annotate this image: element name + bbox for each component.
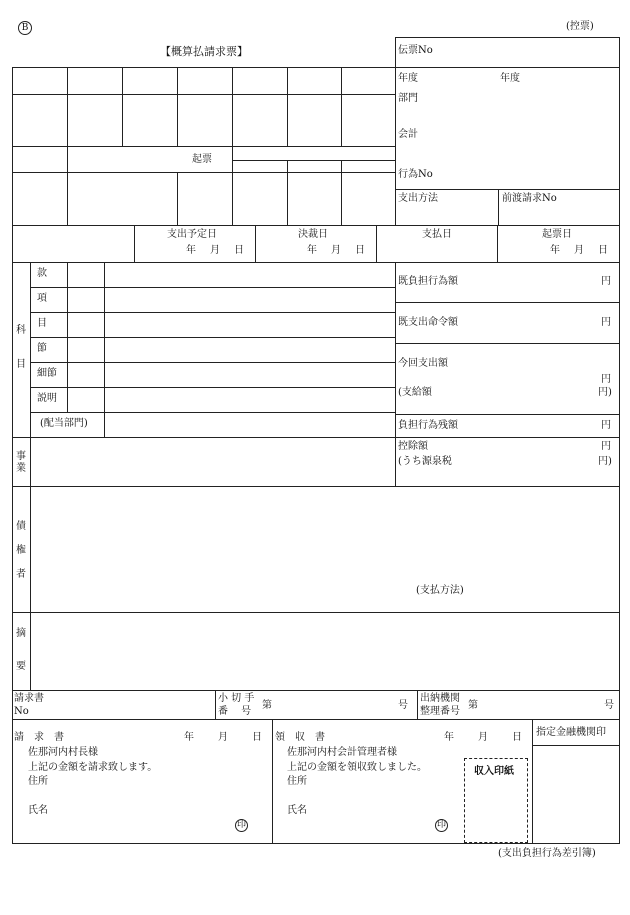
seikyu-body: 上記の金額を請求致します。 — [28, 762, 158, 773]
shishutsu-yotei-label: 支出予定日 — [167, 229, 217, 240]
kamoku-setsu: 節 — [37, 343, 47, 354]
nendo-label-2: 年度 — [500, 73, 520, 84]
seikyu-addressee: 佐那河内村長様 — [28, 747, 98, 758]
saikensha-char-2: 権 — [16, 545, 26, 556]
go-2: 号 — [604, 700, 614, 711]
go-1: 号 — [398, 700, 408, 711]
seikyusho-no: No — [14, 706, 29, 717]
kogitte-label-1: 小 切 手 — [218, 693, 255, 704]
koui-no-label: 行為No — [398, 169, 433, 180]
ryoshu-jusho: 住所 — [287, 776, 307, 787]
date-tsuki: 月 — [331, 245, 341, 256]
ryoshu-addressee: 佐那河内村会計管理者様 — [287, 747, 397, 758]
konkai-label: 今回支出額 — [398, 358, 448, 369]
kifutan-label: 既負担行為額 — [398, 276, 458, 287]
ryoshu-seal: 印 — [436, 820, 446, 830]
yen-5: 円 — [601, 420, 611, 431]
ryoshu-nen: 年 — [444, 732, 454, 743]
seikyu-title: 請 求 書 — [14, 732, 64, 743]
denpyo-no-label: 伝票No — [398, 45, 433, 56]
kamoku-moku: 目 — [37, 318, 47, 329]
date-hi: 日 — [234, 245, 244, 256]
shikyu-label: (支給額 — [398, 387, 432, 398]
jigyo-label: 事業 — [16, 451, 26, 474]
kamoku-saisetsu: 細節 — [37, 368, 57, 379]
yen-4: 円) — [598, 387, 612, 398]
yen-3: 円 — [601, 374, 611, 385]
date-tsuki: 月 — [574, 245, 584, 256]
stamp-label: 収入印紙 — [474, 766, 514, 777]
tekiyo-char-1: 摘 — [16, 628, 26, 639]
dai-1: 第 — [262, 700, 272, 711]
seikyu-shimei: 氏名 — [28, 805, 48, 816]
saikensha-char-1: 債 — [16, 521, 26, 532]
shiharai-houhou-label: 支出方法 — [398, 193, 438, 204]
tekiyo-char-2: 要 — [16, 661, 26, 672]
yen-6: 円 — [601, 441, 611, 452]
suito-label-2: 整理番号 — [420, 706, 460, 717]
zenwatashi-label: 前渡請求No — [502, 193, 557, 204]
seikyu-nen: 年 — [184, 732, 194, 743]
nendo-label-1: 年度 — [398, 73, 418, 84]
kamoku-setsumei: 説明 — [37, 393, 57, 404]
seikyu-jusho: 住所 — [28, 776, 48, 787]
kojo-label: 控除額 — [398, 441, 428, 452]
ryoshu-title: 領 収 書 — [275, 732, 325, 743]
kishishutsu-label: 既支出命令額 — [398, 317, 458, 328]
haito-bumon-label: (配当部門) — [40, 418, 88, 429]
yen-2: 円 — [601, 317, 611, 328]
seikyusho-label: 請求書 — [14, 693, 44, 704]
shiharai-method-label: (支払方法) — [416, 585, 464, 596]
seikyu-tsuki: 月 — [218, 732, 228, 743]
copy-label: (控票) — [566, 21, 594, 32]
ryoshu-body: 上記の金額を領収致しました。 — [287, 762, 427, 773]
seikyu-seal: 印 — [236, 820, 246, 830]
zandaka-label: 負担行為残額 — [398, 420, 458, 431]
kihyo-label: 起票 — [192, 154, 212, 165]
bumon-label: 部門 — [398, 93, 418, 104]
date-nen: 年 — [186, 245, 196, 256]
seikyu-hi: 日 — [252, 732, 262, 743]
date-nen: 年 — [307, 245, 317, 256]
date-hi: 日 — [355, 245, 365, 256]
ryoshu-shimei: 氏名 — [287, 805, 307, 816]
kihyo-bi-label: 起票日 — [542, 229, 572, 240]
kogitte-label-2: 番 号 — [218, 706, 252, 717]
shiharai-bi-label: 支払日 — [422, 229, 452, 240]
dai-2: 第 — [468, 700, 478, 711]
ryoshu-tsuki: 月 — [478, 732, 488, 743]
kessai-label: 決裁日 — [298, 229, 328, 240]
saikensha-char-3: 者 — [16, 569, 26, 580]
form-mark: B — [18, 21, 32, 35]
footer-note: (支出負担行為差引簿) — [498, 848, 596, 859]
kamoku-label-1: 科 — [16, 325, 26, 336]
form-title: 【概算払請求票】 — [160, 45, 248, 58]
ryoshu-hi: 日 — [512, 732, 522, 743]
date-tsuki: 月 — [210, 245, 220, 256]
kaikei-label: 会計 — [398, 129, 418, 140]
yen-7: 円) — [598, 456, 612, 467]
kamoku-kan: 款 — [37, 268, 47, 279]
yen-1: 円 — [601, 276, 611, 287]
kamoku-label-2: 目 — [16, 359, 26, 370]
kamoku-kou: 項 — [37, 293, 47, 304]
date-nen: 年 — [550, 245, 560, 256]
date-hi: 日 — [598, 245, 608, 256]
gensen-label: (うち源泉税 — [398, 456, 452, 467]
shitei-kinyu-label: 指定金融機関印 — [536, 727, 606, 738]
suito-label-1: 出納機関 — [420, 693, 460, 704]
